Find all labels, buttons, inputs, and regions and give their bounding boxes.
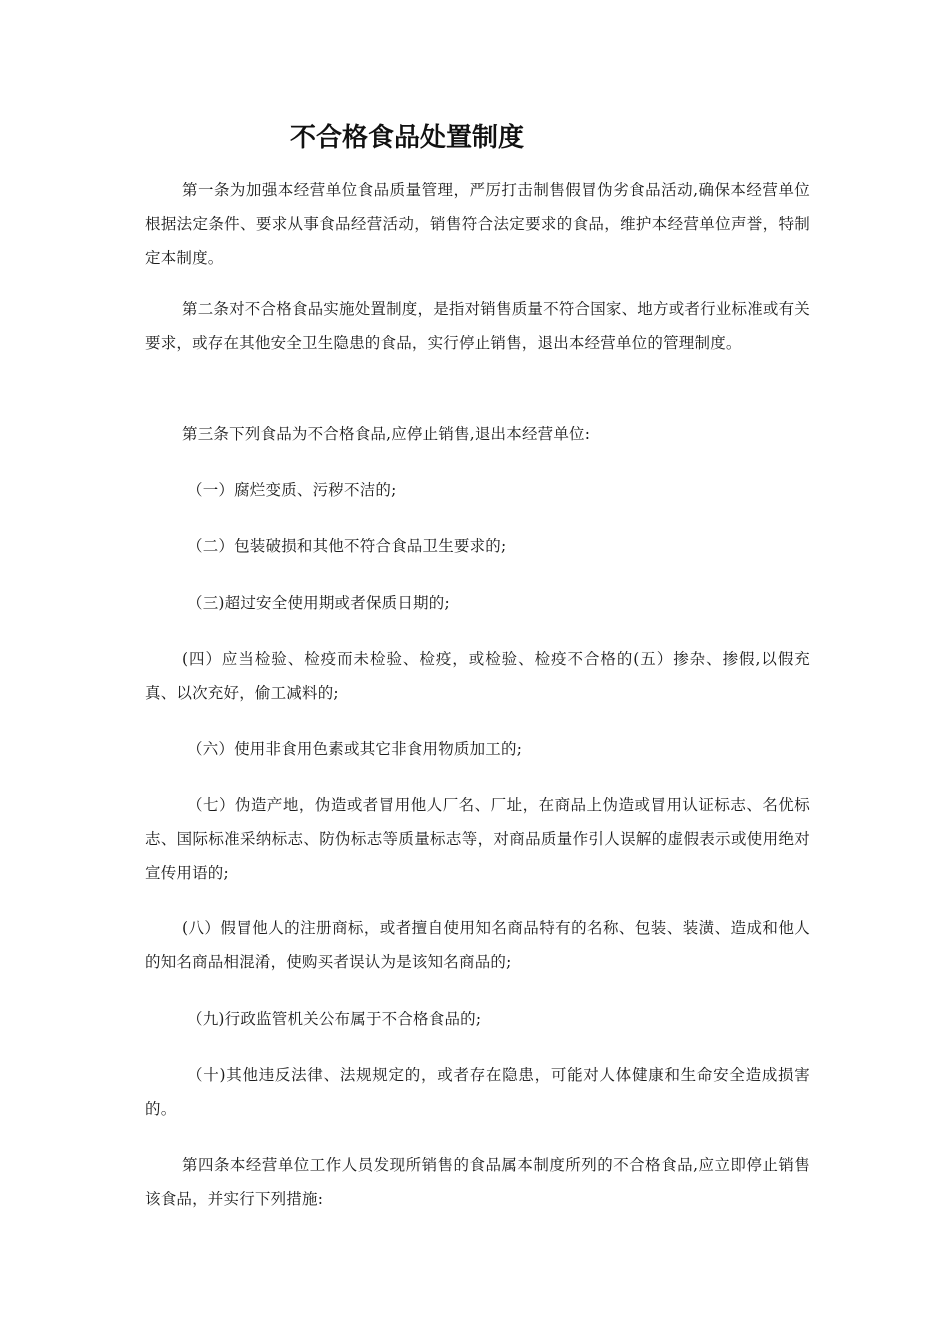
list-item-1: （一）腐烂变质、污秽不洁的;	[187, 481, 397, 499]
list-item-3: （三)超过安全使用期或者保质日期的;	[187, 594, 450, 612]
list-item-10: （十)其他违反法律、法规规定的，或者存在隐患，可能对人体健康和生命安全造成损害的。	[145, 1066, 810, 1118]
paragraph-article-3: 第三条下列食品为不合格食品,应停止销售,退出本经营单位:	[182, 425, 591, 443]
list-item-6: （六）使用非食用色素或其它非食用物质加工的;	[187, 740, 523, 758]
paragraph-article-2: 第二条对不合格食品实施处置制度，是指对销售质量不符合国家、地方或者行业标准或有关要求，或存在其他安全卫生隐患的食品，实行停止销售，退出本经营单位的管理制度。	[145, 300, 811, 352]
paragraph-article-1: 第一条为加强本经营单位食品质量管理，严厉打击制售假冒伪劣食品活动,确保本经营单位根据法定条件、要求从事食品经营活动，销售符合法定要求的食品，维护本经营单位声誉，特制定本制度。	[145, 181, 810, 267]
paragraph-article-4: 第四条本经营单位工作人员发现所销售的食品属本制度所列的不合格食品,应立即停止销售该食品，并实行下列措施:	[145, 1156, 810, 1208]
list-item-4-5: (四）应当检验、检疫而未检验、检疫，或检验、检疫不合格的(五）掺杂、掺假,以假充真、以次充好，偷工减料的;	[145, 650, 810, 702]
list-item-7: （七）伪造产地，伪造或者冒用他人厂名、厂址，在商品上伪造或冒用认证标志、名优标志、国际标准采纳标志、防伪标志等质量标志等，对商品质量作引人误解的虚假表示或使用绝对宣传用语的;	[145, 796, 810, 882]
document-title: 不合格食品处置制度	[290, 123, 525, 153]
list-item-9: （九)行政监管机关公布属于不合格食品的;	[187, 1010, 482, 1028]
list-item-8: (八）假冒他人的注册商标，或者擅自使用知名商品特有的名称、包装、装潢、造成和他人的知名商品相混淆，使购买者误认为是该知名商品的;	[145, 919, 810, 971]
list-item-2: （二）包装破损和其他不符合食品卫生要求的;	[187, 537, 507, 555]
